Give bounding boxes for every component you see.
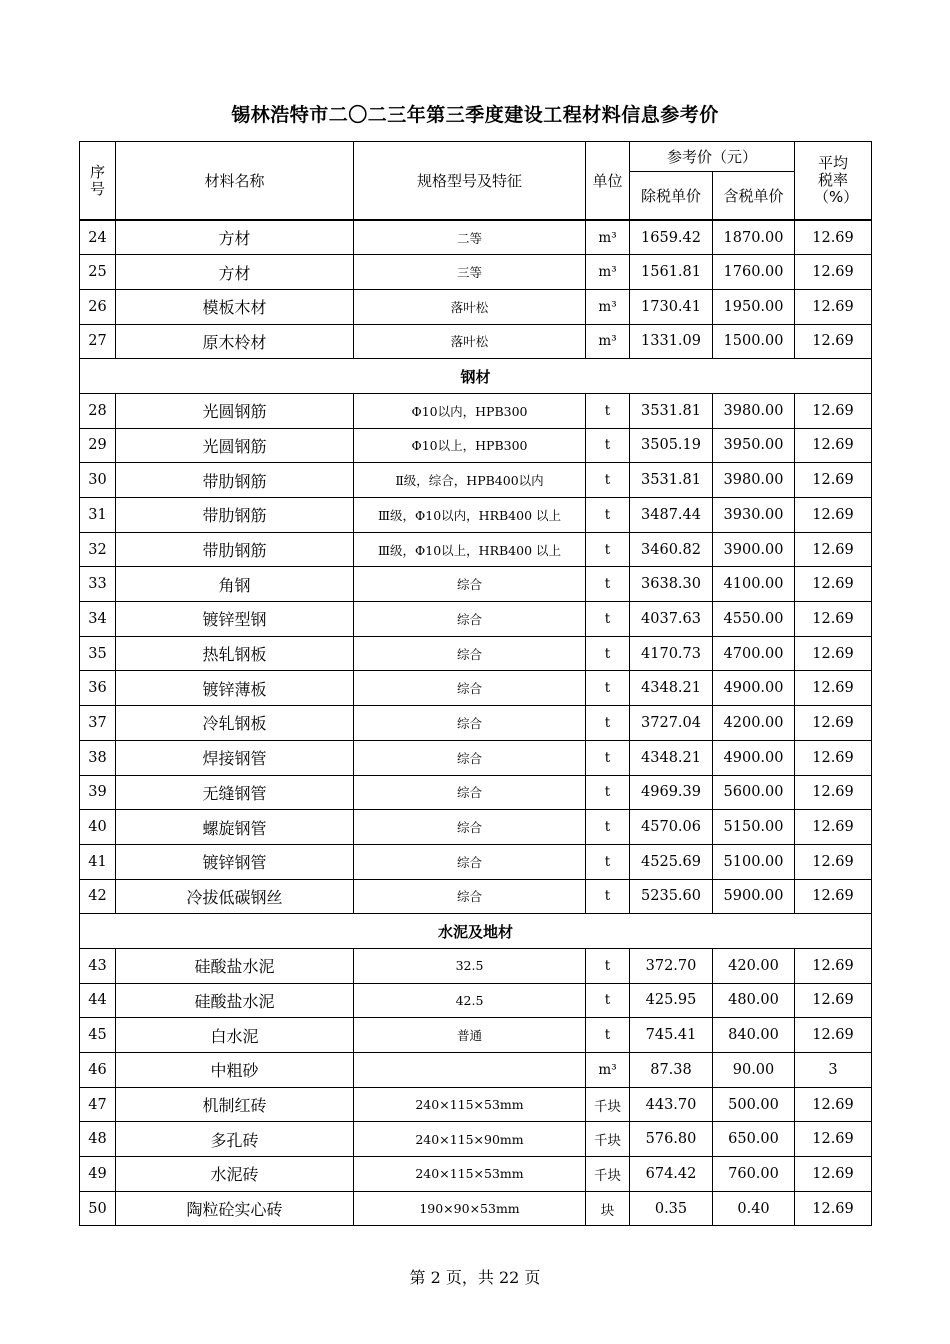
- cell-tax-rate: 12.69: [795, 255, 872, 290]
- cell-with-tax-price: 5900.00: [713, 879, 795, 914]
- cell-name: 镀锌薄板: [116, 671, 354, 706]
- cell-with-tax-price: 500.00: [713, 1087, 795, 1122]
- cell-seq: 41: [80, 844, 116, 879]
- cell-seq: 38: [80, 740, 116, 775]
- cell-unit: t: [586, 740, 630, 775]
- cell-tax-rate: 12.69: [795, 428, 872, 463]
- cell-tax-rate: 12.69: [795, 1191, 872, 1226]
- table-row: [80, 1157, 872, 1192]
- cell-unit: t: [586, 844, 630, 879]
- cell-with-tax-price: 3930.00: [713, 498, 795, 533]
- table-row: [80, 255, 872, 290]
- cell-seq: 33: [80, 567, 116, 602]
- header-ref-price: 参考价（元）: [630, 142, 795, 172]
- table-row: [80, 844, 872, 879]
- cell-tax-rate: 12.69: [795, 1087, 872, 1122]
- section-row: [80, 914, 872, 949]
- cell-unit: m³: [586, 1053, 630, 1088]
- cell-seq: 35: [80, 636, 116, 671]
- cell-with-tax-price: 4100.00: [713, 567, 795, 602]
- cell-seq: 25: [80, 255, 116, 290]
- cell-pre-tax-price: 1331.09: [630, 324, 713, 359]
- cell-tax-rate: 12.69: [795, 498, 872, 533]
- cell-unit: t: [586, 463, 630, 498]
- cell-with-tax-price: 3950.00: [713, 428, 795, 463]
- cell-pre-tax-price: 0.35: [630, 1191, 713, 1226]
- cell-spec: 综合: [354, 740, 586, 775]
- cell-unit: t: [586, 879, 630, 914]
- cell-tax-rate: 3: [795, 1053, 872, 1088]
- table-row: [80, 532, 872, 567]
- cell-unit: t: [586, 983, 630, 1018]
- cell-name: 原木柃材: [116, 324, 354, 359]
- cell-spec: 二等: [354, 220, 586, 255]
- table-row: [80, 879, 872, 914]
- cell-tax-rate: 12.69: [795, 602, 872, 637]
- cell-seq: 45: [80, 1018, 116, 1053]
- cell-name: 带肋钢筋: [116, 498, 354, 533]
- cell-spec: Ⅲ级，Φ10以内，HRB400 以上: [354, 498, 586, 533]
- cell-unit: m³: [586, 255, 630, 290]
- cell-pre-tax-price: 3638.30: [630, 567, 713, 602]
- table-row: [80, 1053, 872, 1088]
- cell-with-tax-price: 3980.00: [713, 393, 795, 428]
- cell-pre-tax-price: 87.38: [630, 1053, 713, 1088]
- table-row: [80, 324, 872, 359]
- cell-pre-tax-price: 745.41: [630, 1018, 713, 1053]
- cell-name: 光圆钢筋: [116, 393, 354, 428]
- cell-seq: 47: [80, 1087, 116, 1122]
- cell-unit: t: [586, 602, 630, 637]
- cell-spec: 综合: [354, 671, 586, 706]
- cell-pre-tax-price: 1561.81: [630, 255, 713, 290]
- table-row: [80, 463, 872, 498]
- table-row: [80, 671, 872, 706]
- table-row: [80, 983, 872, 1018]
- cell-unit: 块: [586, 1191, 630, 1226]
- cell-seq: 36: [80, 671, 116, 706]
- cell-unit: t: [586, 948, 630, 983]
- cell-pre-tax-price: 3531.81: [630, 463, 713, 498]
- cell-pre-tax-price: 3727.04: [630, 706, 713, 741]
- cell-unit: m³: [586, 289, 630, 324]
- cell-name: 热轧钢板: [116, 636, 354, 671]
- cell-tax-rate: 12.69: [795, 948, 872, 983]
- cell-tax-rate: 12.69: [795, 220, 872, 255]
- cell-unit: 千块: [586, 1087, 630, 1122]
- cell-pre-tax-price: 3460.82: [630, 532, 713, 567]
- cell-seq: 37: [80, 706, 116, 741]
- cell-seq: 26: [80, 289, 116, 324]
- cell-with-tax-price: 1950.00: [713, 289, 795, 324]
- table-row: [80, 1122, 872, 1157]
- table-row: [80, 1018, 872, 1053]
- cell-name: 镀锌钢管: [116, 844, 354, 879]
- header-with-tax: 含税单价: [713, 172, 795, 221]
- cell-with-tax-price: 4200.00: [713, 706, 795, 741]
- cell-tax-rate: 12.69: [795, 636, 872, 671]
- cell-pre-tax-price: 443.70: [630, 1087, 713, 1122]
- cell-spec: 32.5: [354, 948, 586, 983]
- cell-tax-rate: 12.69: [795, 706, 872, 741]
- cell-tax-rate: 12.69: [795, 289, 872, 324]
- cell-unit: t: [586, 532, 630, 567]
- cell-unit: t: [586, 706, 630, 741]
- cell-pre-tax-price: 4170.73: [630, 636, 713, 671]
- cell-name: 方材: [116, 220, 354, 255]
- cell-unit: t: [586, 498, 630, 533]
- cell-pre-tax-price: 3505.19: [630, 428, 713, 463]
- cell-tax-rate: 12.69: [795, 775, 872, 810]
- cell-with-tax-price: 1500.00: [713, 324, 795, 359]
- cell-name: 冷拔低碳钢丝: [116, 879, 354, 914]
- cell-unit: 千块: [586, 1157, 630, 1192]
- page-footer: 第 2 页，共 22 页: [409, 1268, 541, 1287]
- cell-unit: 千块: [586, 1122, 630, 1157]
- cell-pre-tax-price: 3487.44: [630, 498, 713, 533]
- cell-pre-tax-price: 576.80: [630, 1122, 713, 1157]
- cell-seq: 24: [80, 220, 116, 255]
- cell-with-tax-price: 840.00: [713, 1018, 795, 1053]
- cell-name: 陶粒砼实心砖: [116, 1191, 354, 1226]
- cell-tax-rate: 12.69: [795, 1122, 872, 1157]
- cell-tax-rate: 12.69: [795, 983, 872, 1018]
- cell-with-tax-price: 4700.00: [713, 636, 795, 671]
- section-title: 水泥及地材: [80, 914, 872, 949]
- cell-name: 带肋钢筋: [116, 532, 354, 567]
- cell-name: 角钢: [116, 567, 354, 602]
- section-title: 钢材: [80, 359, 872, 394]
- table-row: [80, 740, 872, 775]
- cell-seq: 39: [80, 775, 116, 810]
- price-table: [79, 141, 872, 1226]
- cell-tax-rate: 12.69: [795, 324, 872, 359]
- cell-spec: 综合: [354, 706, 586, 741]
- cell-name: 螺旋钢管: [116, 810, 354, 845]
- cell-pre-tax-price: 3531.81: [630, 393, 713, 428]
- cell-with-tax-price: 4900.00: [713, 740, 795, 775]
- cell-seq: 50: [80, 1191, 116, 1226]
- page-title: 锡林浩特市二〇二三年第三季度建设工程材料信息参考价: [231, 104, 719, 126]
- cell-name: 光圆钢筋: [116, 428, 354, 463]
- cell-with-tax-price: 0.40: [713, 1191, 795, 1226]
- cell-seq: 40: [80, 810, 116, 845]
- header-tax-rate: [795, 142, 872, 221]
- cell-pre-tax-price: 1730.41: [630, 289, 713, 324]
- table-row: [80, 498, 872, 533]
- cell-pre-tax-price: 4348.21: [630, 671, 713, 706]
- cell-pre-tax-price: 425.95: [630, 983, 713, 1018]
- cell-name: 带肋钢筋: [116, 463, 354, 498]
- cell-spec: 综合: [354, 844, 586, 879]
- cell-with-tax-price: 5150.00: [713, 810, 795, 845]
- cell-tax-rate: 12.69: [795, 810, 872, 845]
- cell-seq: 34: [80, 602, 116, 637]
- cell-with-tax-price: 420.00: [713, 948, 795, 983]
- table-row: [80, 706, 872, 741]
- table-row: [80, 602, 872, 637]
- table-row: [80, 775, 872, 810]
- table-row: [80, 948, 872, 983]
- cell-spec: 190×90×53mm: [354, 1191, 586, 1226]
- cell-seq: 28: [80, 393, 116, 428]
- cell-spec: [354, 1053, 586, 1088]
- cell-spec: Ⅱ级，综合，HPB400以内: [354, 463, 586, 498]
- cell-unit: t: [586, 810, 630, 845]
- cell-spec: Φ10以上，HPB300: [354, 428, 586, 463]
- cell-seq: 42: [80, 879, 116, 914]
- cell-spec: Ⅲ级，Φ10以上，HRB400 以上: [354, 532, 586, 567]
- cell-unit: t: [586, 428, 630, 463]
- cell-tax-rate: 12.69: [795, 1018, 872, 1053]
- section-row: [80, 359, 872, 394]
- cell-unit: t: [586, 1018, 630, 1053]
- cell-tax-rate: 12.69: [795, 1157, 872, 1192]
- cell-pre-tax-price: 4037.63: [630, 602, 713, 637]
- cell-seq: 27: [80, 324, 116, 359]
- cell-pre-tax-price: 372.70: [630, 948, 713, 983]
- cell-spec: 三等: [354, 255, 586, 290]
- table-row: [80, 393, 872, 428]
- cell-pre-tax-price: 4570.06: [630, 810, 713, 845]
- cell-tax-rate: 12.69: [795, 567, 872, 602]
- cell-seq: 30: [80, 463, 116, 498]
- table-header: [80, 142, 872, 221]
- cell-spec: 落叶松: [354, 324, 586, 359]
- cell-name: 镀锌型钢: [116, 602, 354, 637]
- cell-pre-tax-price: 4525.69: [630, 844, 713, 879]
- cell-unit: t: [586, 671, 630, 706]
- cell-spec: 综合: [354, 567, 586, 602]
- cell-unit: m³: [586, 220, 630, 255]
- header-seq: [80, 142, 116, 221]
- cell-seq: 29: [80, 428, 116, 463]
- cell-name: 方材: [116, 255, 354, 290]
- table-body: [80, 220, 872, 1226]
- cell-unit: t: [586, 775, 630, 810]
- cell-spec: 240×115×53mm: [354, 1087, 586, 1122]
- cell-seq: 43: [80, 948, 116, 983]
- cell-spec: 综合: [354, 602, 586, 637]
- header-spec: 规格型号及特征: [354, 142, 586, 221]
- cell-pre-tax-price: 674.42: [630, 1157, 713, 1192]
- cell-seq: 48: [80, 1122, 116, 1157]
- header-pre-tax: 除税单价: [630, 172, 713, 221]
- cell-with-tax-price: 650.00: [713, 1122, 795, 1157]
- table-row: [80, 289, 872, 324]
- cell-name: 水泥砖: [116, 1157, 354, 1192]
- cell-spec: 综合: [354, 775, 586, 810]
- cell-name: 冷轧钢板: [116, 706, 354, 741]
- cell-with-tax-price: 1760.00: [713, 255, 795, 290]
- cell-tax-rate: 12.69: [795, 844, 872, 879]
- table-row: [80, 810, 872, 845]
- cell-seq: 44: [80, 983, 116, 1018]
- cell-pre-tax-price: 5235.60: [630, 879, 713, 914]
- cell-with-tax-price: 3980.00: [713, 463, 795, 498]
- cell-spec: 普通: [354, 1018, 586, 1053]
- cell-spec: 240×115×53mm: [354, 1157, 586, 1192]
- header-seq-label: 序号: [89, 162, 105, 198]
- table-row: [80, 1191, 872, 1226]
- cell-seq: 49: [80, 1157, 116, 1192]
- header-name: 材料名称: [116, 142, 354, 221]
- cell-pre-tax-price: 1659.42: [630, 220, 713, 255]
- cell-spec: 42.5: [354, 983, 586, 1018]
- cell-spec: 240×115×90mm: [354, 1122, 586, 1157]
- cell-name: 白水泥: [116, 1018, 354, 1053]
- cell-pre-tax-price: 4969.39: [630, 775, 713, 810]
- cell-spec: 综合: [354, 879, 586, 914]
- cell-name: 中粗砂: [116, 1053, 354, 1088]
- cell-tax-rate: 12.69: [795, 879, 872, 914]
- cell-pre-tax-price: 4348.21: [630, 740, 713, 775]
- cell-name: 模板木材: [116, 289, 354, 324]
- cell-tax-rate: 12.69: [795, 463, 872, 498]
- cell-with-tax-price: 4550.00: [713, 602, 795, 637]
- cell-unit: m³: [586, 324, 630, 359]
- cell-with-tax-price: 480.00: [713, 983, 795, 1018]
- cell-with-tax-price: 3900.00: [713, 532, 795, 567]
- cell-unit: t: [586, 636, 630, 671]
- table-row: [80, 636, 872, 671]
- cell-seq: 31: [80, 498, 116, 533]
- cell-spec: 综合: [354, 636, 586, 671]
- cell-with-tax-price: 90.00: [713, 1053, 795, 1088]
- table-row: [80, 567, 872, 602]
- cell-name: 硅酸盐水泥: [116, 948, 354, 983]
- header-unit: 单位: [586, 142, 630, 221]
- cell-unit: t: [586, 393, 630, 428]
- cell-with-tax-price: 5100.00: [713, 844, 795, 879]
- cell-name: 硅酸盐水泥: [116, 983, 354, 1018]
- cell-seq: 46: [80, 1053, 116, 1088]
- cell-spec: 综合: [354, 810, 586, 845]
- table-row: [80, 428, 872, 463]
- cell-with-tax-price: 760.00: [713, 1157, 795, 1192]
- cell-name: 无缝钢管: [116, 775, 354, 810]
- cell-with-tax-price: 4900.00: [713, 671, 795, 706]
- cell-tax-rate: 12.69: [795, 740, 872, 775]
- cell-seq: 32: [80, 532, 116, 567]
- cell-unit: t: [586, 567, 630, 602]
- table-row: [80, 220, 872, 255]
- cell-tax-rate: 12.69: [795, 671, 872, 706]
- cell-tax-rate: 12.69: [795, 393, 872, 428]
- cell-name: 焊接钢管: [116, 740, 354, 775]
- cell-name: 多孔砖: [116, 1122, 354, 1157]
- cell-spec: Φ10以内，HPB300: [354, 393, 586, 428]
- cell-tax-rate: 12.69: [795, 532, 872, 567]
- cell-with-tax-price: 1870.00: [713, 220, 795, 255]
- cell-with-tax-price: 5600.00: [713, 775, 795, 810]
- table-row: [80, 1087, 872, 1122]
- cell-spec: 落叶松: [354, 289, 586, 324]
- header-tax-rate-label: 平均税率（%）: [814, 154, 859, 206]
- cell-name: 机制红砖: [116, 1087, 354, 1122]
